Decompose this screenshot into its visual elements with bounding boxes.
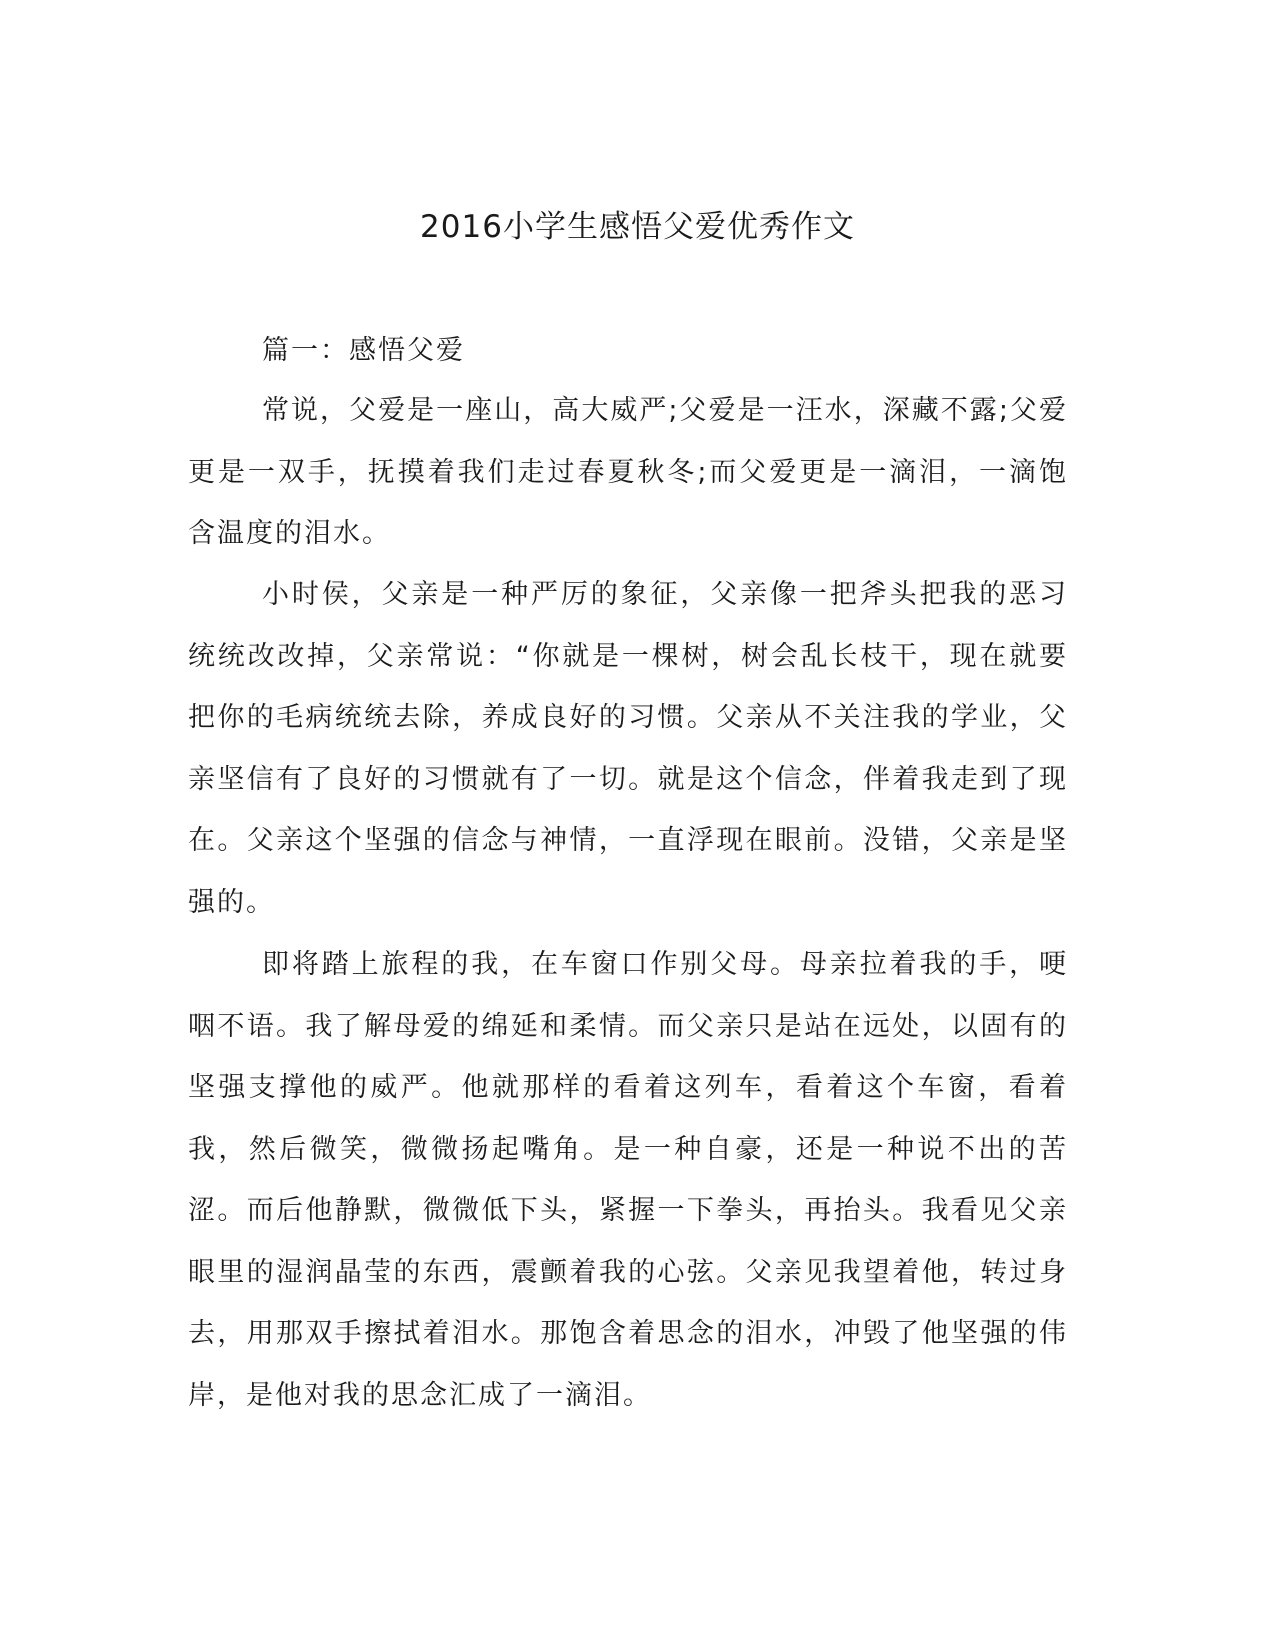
section-heading: 篇一：感悟父爱 (262, 335, 465, 366)
paragraph-3: 即将踏上旅程的我，在车窗口作别父母。母亲拉着我的手，哽咽不语。我了解母爱的绵延和柔情。而父亲只是站在远处，以固有的坚强支撑他的威严。他就那样的看着这列车，看着这个车窗，看着我，然后微笑，微微扬起嘴角。是一种自豪，还是一种说不出的苦涩。而后他静默，微微低下头，紧握一下拳头，再抬头。我看见父亲眼里的湿润晶莹的东西，震颤着我的心弦。父亲见我望着他，转过身去，用那双手擦拭着泪水。那饱含着思念的泪水，冲毁了他坚强的伟岸，是他对我的思念汇成了一滴泪。 (188, 949, 1068, 1411)
document-title: 2016小学生感悟父爱优秀作文 (420, 209, 855, 245)
paragraph-2: 小时侯，父亲是一种严厉的象征，父亲像一把斧头把我的恶习统统改改掉，父亲常说：“你就是一棵树，树会乱长枝干，现在就要把你的毛病统统去除，养成良好的习惯。父亲从不关注我的学业，父亲坚信有了良好的习惯就有了一切。就是这个信念，伴着我走到了现在。父亲这个坚强的信念与神情，一直浮现在眼前。没错，父亲是坚强的。 (188, 579, 1068, 918)
paragraph-1: 常说，父爱是一座山，高大威严;父爱是一汪水，深藏不露;父爱更是一双手，抚摸着我们走过春夏秋冬;而父爱更是一滴泪，一滴饱含温度的泪水。 (188, 395, 1068, 549)
